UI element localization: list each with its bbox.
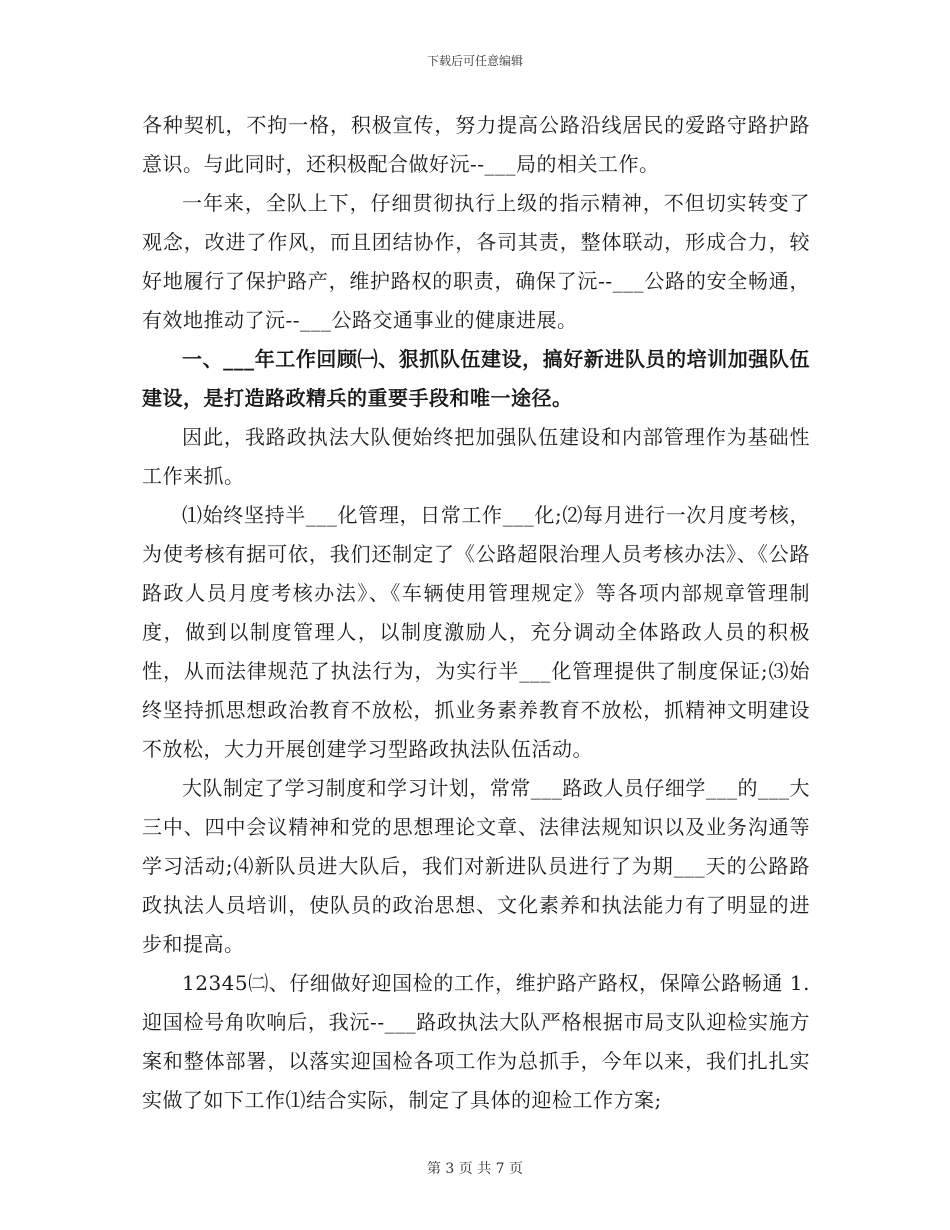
paragraph-2: 一年来，全队上下，仔细贯彻执行上级的指示精神，不但切实转变了观念，改进了作风，而且团结协作，各司其责，整体联动，形成合力，较好地履行了保护路产，维护路权的职责，确保了沅--___公路的安全畅通，有效地推动了沅--___公路交通事业的健康进展。 [142,191,810,332]
paragraph-4: ⑴始终坚持半___化管理，日常工作___化;⑵每月进行一次月度考核，为使考核有据可依，我们还制定了《公路超限治理人员考核办法》、《公路路政人员月度考核办法》、《车辆使用管理规定》等各项内部规章管理制度，做到以制度管理人，以制度激励人，充分调动全体路政人员的积极性，从而法律规范了执法行为，为实行半___化管理提供了制度保证;⑶始终坚持抓思想政治教育不放松，抓业务素养教育不放松，抓精神文明建设不放松，大力开展创建学习型路政执法队伍活动。 [142,503,810,761]
section-heading: 一、___年工作回顾㈠、狠抓队伍建设，搞好新进队员的培训加强队伍建设，是打造路政精兵的重要手段和唯一途径。 [142,347,810,410]
paragraph-6: 12345㈡、仔细做好迎国检的工作，维护路产路权，保障公路畅通 1.迎国检号角吹响后，我沅--___路政执法大队严格根据市局支队迎检实施方案和整体部署，以落实迎国检各项工作为总抓手，今年以来，我们扎扎实实做了如下工作⑴结合实际，制定了具体的迎检工作方案; [142,971,810,1112]
document-body [142,106,810,1120]
page-footer: 第 3 页 共 7 页 [426,1161,524,1177]
paragraph-5: 大队制定了学习制度和学习计划，常常___路政人员仔细学___的___大三中、四中会议精神和党的思想理论文章、法律法规知识以及业务沟通等学习活动;⑷新队员进大队后，我们对新进队员进行了为期___天的公路路政执法人员培训，使队员的政治思想、文化素养和执法能力有了明显的进步和提高。 [142,776,810,956]
page-header: 下载后可任意编辑 [426,54,523,68]
paragraph-3: 因此，我路政执法大队便始终把加强队伍建设和内部管理作为基础性工作来抓。 [142,425,810,488]
paragraph-1: 各种契机，不拘一格，积极宣传，努力提高公路沿线居民的爱路守路护路意识。与此同时，还积极配合做好沅--___局的相关工作。 [142,113,810,176]
